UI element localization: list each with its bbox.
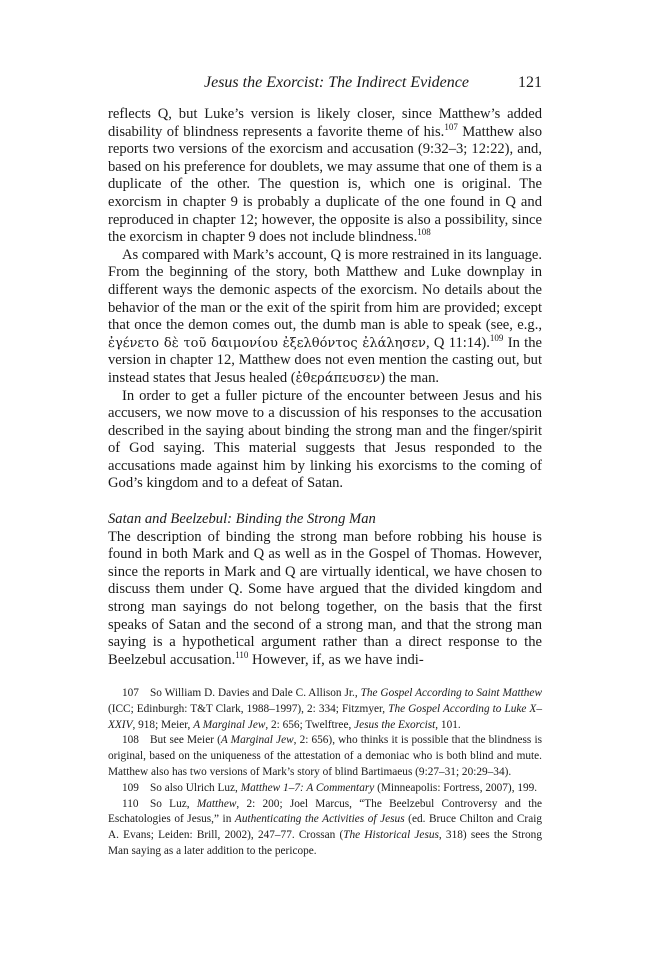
footnote-ref-110[interactable]: 110 <box>235 649 249 660</box>
footnote-ref-107[interactable]: 107 <box>444 121 458 132</box>
footnote-number: 109 <box>122 781 139 794</box>
text-span: , 318) sees the Strong Man saying as a later addition to the pericope. <box>108 829 542 857</box>
footnote-110 <box>108 797 542 860</box>
paragraph-2 <box>108 247 542 388</box>
text-span: (ICC; Edinburgh: T&T Clark, 1988–1997), 2: 334; Fitzmyer, <box>108 702 389 715</box>
footnote-ref-109[interactable]: 109 <box>489 332 504 343</box>
text-span: (Minneapolis: Fortress, 2007), 199. <box>374 781 538 794</box>
footnotes <box>108 686 542 860</box>
main-text <box>108 106 542 669</box>
footnote-107 <box>108 686 542 733</box>
citation-title: A Marginal Jew <box>220 734 294 747</box>
paragraph-3: In order to get a fuller picture of the encounter between Jesus and his accusers, we now move to a discussion of his responses to the accusation described in the saying about binding the strong man and the finger/spirit of God saying. This material suggests that Jesus responded to the accusations made against him by linking his exorcisms to the coming of God’s kingdom and to a defeat of Satan. <box>108 387 542 492</box>
paragraph-4 <box>108 529 542 670</box>
footnote-109 <box>108 781 542 797</box>
citation-title: Jesus the Exorcist <box>354 718 436 731</box>
footnote-number: 110 <box>122 797 139 810</box>
section-heading: Satan and Beelzebul: Binding the Strong Man <box>108 511 376 528</box>
text-span: In the version in chapter 12, Matthew does not even mention the casting out, but instead states that Jesus healed ( <box>108 334 542 386</box>
page-number: 121 <box>518 74 542 91</box>
running-title: Jesus the Exorcist: The Indirect Evidence <box>204 74 469 91</box>
text-span: ) the man. <box>380 369 440 386</box>
footnote-ref-108[interactable]: 108 <box>417 227 431 238</box>
footnote-number: 108 <box>122 734 139 747</box>
text-span: , 918; Meier, <box>132 718 194 731</box>
citation-title: The Historical Jesus <box>343 829 439 842</box>
text-span: However, if, as we have indi- <box>248 651 424 668</box>
text-span: , 2: 200; Joel Marcus, “The Beelzebul Controversy and the Eschatologies of Jesus,” in <box>108 797 542 826</box>
text-span: , 101. <box>435 718 461 731</box>
citation-title: Matthew 1–7: A Commentary <box>240 781 375 794</box>
text-span: The description of binding the strong man before robbing his house is found in both Mark and Q as well as in the Gospel of Thomas. However, since the reports in Mark and Q are virtually identical, we have chosen to discuss them under Q. Some have argued that the divided kingdom and strong man sayings do not belong together, on the basis that the first speaks of Satan and the second of a strong man, and that the strong man saying is a hypothetical argument rather than a direct response to the Beelzebul accusation. <box>108 528 542 668</box>
text-span: (ed. Bruce Chilton and Craig A. Evans; Leiden: Brill, 2002), 247–77. Crossan ( <box>108 813 542 842</box>
text-span: So Luz, <box>150 797 197 810</box>
text-span: As compared with Mark’s account, Q is more restrained in its language. From the beginning of the story, both Matthew and Luke downplay in different ways the demonic aspects of the exorcism. No details about the behavior of the man or the exit of the spirit from him are provided; except that once the demon comes out, the dumb man is able to speak (see, e.g., <box>108 246 542 334</box>
text-span: Matthew also reports two versions of the exorcism and accusation (9:32–3; 12:22), and, based on his preference for doublets, we may assume that one of them is a duplicate of the other. The question is, which one is original. The exorcism in chapter 9 is probably a duplicate of the one found in Q and reproduced in chapter 12; however, the opposite is also a possibility, since the exorcism in chapter 9 does not include blindness. <box>108 123 542 246</box>
greek-quote: ἐγένετο δὲ τοῦ δαιμονίου ἐξελθόντος ἐλάλησεν <box>108 335 426 351</box>
running-header <box>108 74 542 96</box>
citation-title: Matthew <box>196 797 237 810</box>
citation-title: The Gospel According to Luke X–XXIV <box>108 702 542 731</box>
text-span: So William D. Davies and Dale C. Allison Jr., <box>150 687 361 699</box>
text-span: , Q 11:14). <box>425 334 490 351</box>
citation-title: The Gospel According to Saint Matthew <box>360 687 542 699</box>
paragraph-1 <box>108 106 542 247</box>
text-span: reflects Q, but Luke’s version is likely closer, since Matthew’s added disability of blindness represents a favorite theme of his. <box>108 106 542 140</box>
text-span: , 2: 656), who thinks it is possible that the blindness is original, based on the uniqueness of the attestation of a demoniac who is both blind and mute. Matthew also has two versions of Mark’s story of blind Bartimaeus (9:27–31; 20:29–34). <box>108 734 542 778</box>
text-span: , 2: 656; Twelftree, <box>265 718 355 731</box>
citation-title: A Marginal Jew <box>193 718 266 731</box>
footnote-number: 107 <box>122 687 139 699</box>
text-span: So also Ulrich Luz, <box>150 781 241 794</box>
text-span: But see Meier ( <box>150 734 221 747</box>
greek-word: ἐθεράπευσεν <box>295 370 381 386</box>
citation-title: Authenticating the Activities of Jesus <box>234 813 405 826</box>
footnote-108 <box>108 733 542 780</box>
